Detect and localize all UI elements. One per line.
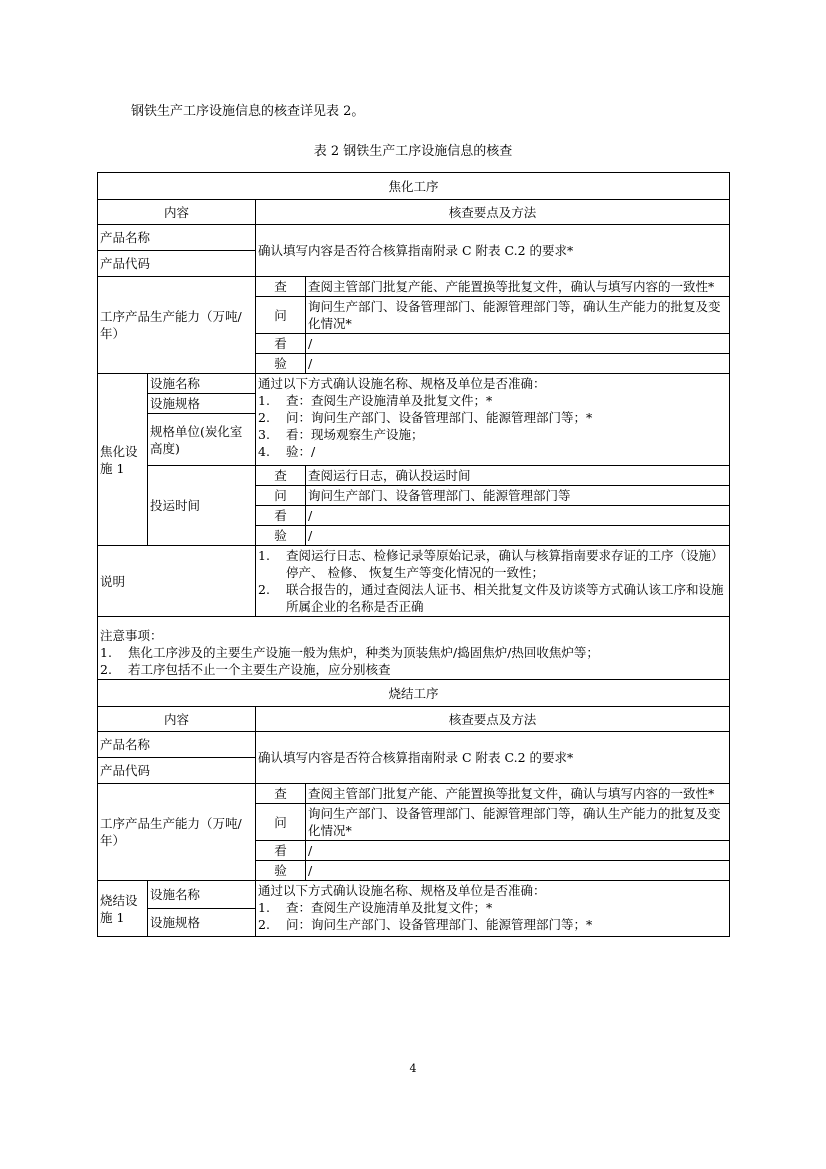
facility-check-block (256, 881, 730, 937)
capacity-verify: / (306, 861, 730, 881)
list-item: 1. 查：查阅生产设施清单及批复文件；* (258, 900, 493, 915)
facility-spec-label: 设施规格 (148, 394, 256, 414)
product-code-label: 产品代码 (98, 758, 256, 784)
note-list (258, 547, 727, 615)
facility-check-table (97, 172, 730, 937)
facility-spec-label: 设施规格 (148, 909, 256, 937)
facility-check-intro: 通过以下方式确认设施名称、规格及单位是否准确： (258, 376, 546, 391)
operation-time-label: 投运时间 (148, 466, 256, 546)
facility-label: 烧结设施 1 (98, 881, 148, 937)
facility-name-label: 设施名称 (148, 881, 256, 909)
capacity-ask: 询问生产部门、设备管理部门、能源管理部门等，确认生产能力的批复及变化情况* (306, 804, 730, 841)
section-title-coking: 焦化工序 (98, 173, 730, 200)
header-method: 核查要点及方法 (256, 200, 730, 225)
capacity-label: 工序产品生产能力（万吨/年） (98, 277, 256, 374)
key-verify: 验 (256, 861, 306, 881)
capacity-look: / (306, 334, 730, 354)
product-check-text: 确认填写内容是否符合核算指南附录 C 附表 C.2 的要求* (256, 225, 730, 277)
product-check-text: 确认填写内容是否符合核算指南附录 C 附表 C.2 的要求* (256, 732, 730, 784)
key-look: 看 (256, 506, 306, 526)
key-check: 查 (256, 784, 306, 804)
note-block (256, 546, 730, 617)
key-ask: 问 (256, 297, 306, 334)
list-item: 2. 问：询问生产部门、设备管理部门、能源管理部门等；* (258, 917, 593, 932)
key-look: 看 (256, 841, 306, 861)
operation-look: / (306, 506, 730, 526)
capacity-check: 查阅主管部门批复产能、产能置换等批复文件，确认与填写内容的一致性* (306, 784, 730, 804)
facility-unit-label: 规格单位(炭化室高度) (148, 414, 256, 466)
attention-block (98, 617, 730, 680)
operation-check: 查阅运行日志，确认投运时间 (306, 466, 730, 486)
key-ask: 问 (256, 486, 306, 506)
key-check: 查 (256, 277, 306, 297)
capacity-verify: / (306, 354, 730, 374)
list-item: 2. 若工序包括不止一个主要生产设施，应分别核查 (100, 662, 391, 677)
attention-list (100, 644, 727, 678)
facility-label: 焦化设施 1 (98, 374, 148, 546)
header-method: 核查要点及方法 (256, 707, 730, 732)
facility-check-list (258, 392, 727, 460)
list-item: 3. 看：现场观察生产设施； (258, 427, 424, 442)
list-item: 1. 焦化工序涉及的主要生产设施一般为焦炉，种类为顶装焦炉/捣固焦炉/热回收焦炉等； (100, 645, 599, 660)
page-number: 4 (409, 1062, 417, 1075)
table-caption: 表 2 钢铁生产工序设施信息的核查 (313, 144, 513, 159)
operation-ask: 询问生产部门、设备管理部门、能源管理部门等 (306, 486, 730, 506)
facility-check-intro: 通过以下方式确认设施名称、规格及单位是否准确： (258, 883, 546, 898)
attention-title: 注意事项： (100, 628, 163, 643)
intro-text: 钢铁生产工序设施信息的核查详见表 2。 (131, 104, 365, 119)
list-item: 4. 验：/ (258, 444, 316, 459)
facility-check-list (258, 899, 727, 933)
facility-name-label: 设施名称 (148, 374, 256, 394)
product-name-label: 产品名称 (98, 732, 256, 758)
product-name-label: 产品名称 (98, 225, 256, 251)
list-item: 2. 联合报告的，通过查阅法人证书、相关批复文件及访谈等方式确认该工序和设施所属企业的名称是否正确 (258, 582, 724, 614)
capacity-label: 工序产品生产能力（万吨/年） (98, 784, 256, 881)
header-content: 内容 (98, 707, 256, 732)
key-verify: 验 (256, 354, 306, 374)
key-ask: 问 (256, 804, 306, 841)
facility-check-block (256, 374, 730, 466)
header-content: 内容 (98, 200, 256, 225)
key-verify: 验 (256, 526, 306, 546)
operation-verify: / (306, 526, 730, 546)
key-look: 看 (256, 334, 306, 354)
note-label: 说明 (98, 546, 256, 617)
list-item: 1. 查阅运行日志、检修记录等原始记录，确认与核算指南要求存证的工序（设施） 停产、 检修、 恢复生产等变化情况的一致性； (258, 548, 724, 580)
list-item: 2. 问：询问生产部门、设备管理部门、能源管理部门等；* (258, 410, 593, 425)
product-code-label: 产品代码 (98, 251, 256, 277)
section-title-sintering: 烧结工序 (98, 680, 730, 707)
key-check: 查 (256, 466, 306, 486)
list-item: 1. 查：查阅生产设施清单及批复文件；* (258, 393, 493, 408)
capacity-ask: 询问生产部门、设备管理部门、能源管理部门等，确认生产能力的批复及变化情况* (306, 297, 730, 334)
capacity-check: 查阅主管部门批复产能、产能置换等批复文件，确认与填写内容的一致性* (306, 277, 730, 297)
capacity-look: / (306, 841, 730, 861)
